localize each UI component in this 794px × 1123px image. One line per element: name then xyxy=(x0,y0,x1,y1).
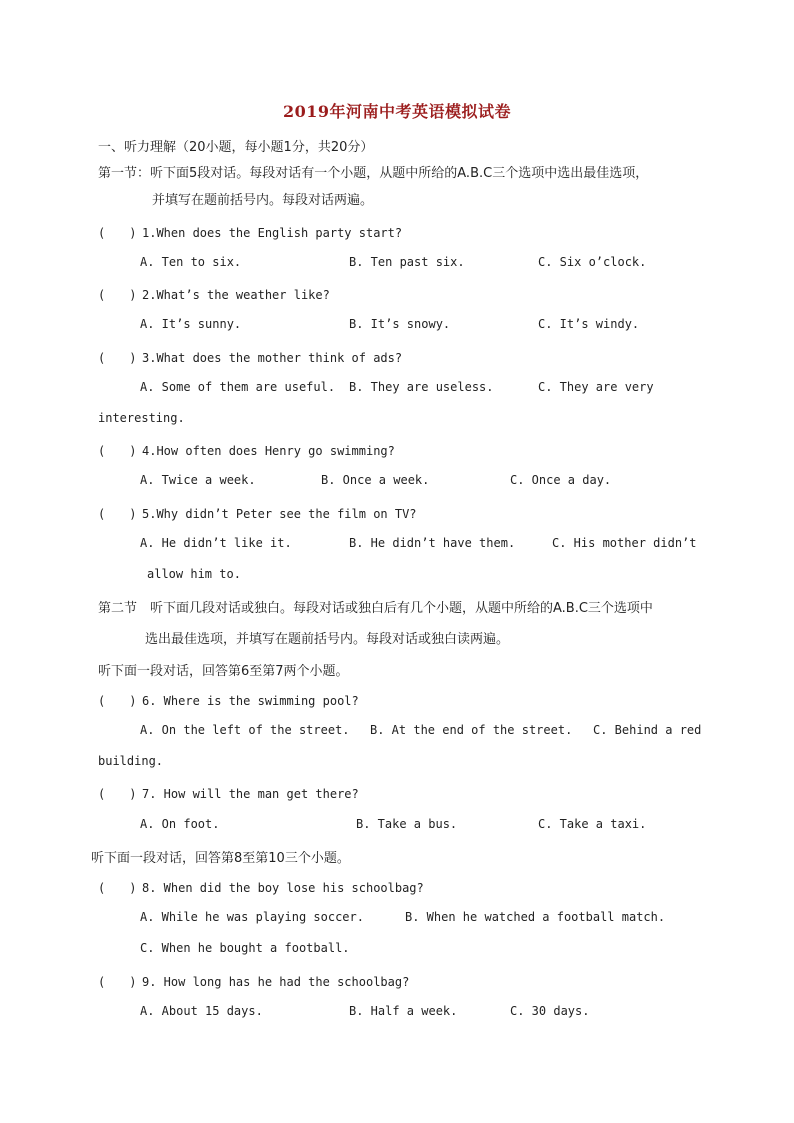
page-title: 2019年河南中考英语模拟试卷 xyxy=(282,102,512,121)
q7-option-a: A. On foot. xyxy=(140,817,220,831)
q6-option-a: A. On the left of the street. xyxy=(140,723,350,737)
q1-option-c: C. Six o’clock. xyxy=(538,255,647,269)
question-5 xyxy=(98,505,417,522)
q9-option-b: B. Half a week. xyxy=(349,1004,458,1018)
q1-option-b: B. Ten past six. xyxy=(349,255,465,269)
answer-blank[interactable]: ( ) xyxy=(98,694,137,708)
answer-blank[interactable]: ( ) xyxy=(98,288,137,302)
question-stem: 9. How long has he had the schoolbag? xyxy=(142,975,410,989)
q5-option-c: C. His mother didn’t xyxy=(552,536,697,550)
question-7 xyxy=(98,785,359,802)
part1-instructions-line1: 第一节：听下面5段对话。每段对话有一个小题，从题中所给的A.B.C三个选项中选出最佳选项， xyxy=(98,166,649,181)
group1-intro: 听下面一段对话，回答第6至第7两个小题。 xyxy=(98,664,349,679)
part2-instructions-line1: 第二节 听下面几段对话或独白。每段对话或独白后有几个小题，从题中所给的A.B.C三个选项中 xyxy=(98,601,653,616)
question-stem: 7. How will the man get there? xyxy=(142,787,359,801)
q2-option-a: A. It’s sunny. xyxy=(140,317,242,331)
question-stem: 6. Where is the swimming pool? xyxy=(142,694,359,708)
question-stem: 8. When did the boy lose his schoolbag? xyxy=(142,881,424,895)
q6-option-b: B. At the end of the street. xyxy=(370,723,573,737)
q3-option-c-continued: interesting. xyxy=(98,411,185,425)
q2-option-c: C. It’s windy. xyxy=(538,317,640,331)
q5-option-c-continued: allow him to. xyxy=(147,567,241,581)
answer-blank[interactable]: ( ) xyxy=(98,444,137,458)
group2-intro: 听下面一段对话，回答第8至第10三个小题。 xyxy=(91,851,350,866)
question-stem: 3.What does the mother think of ads? xyxy=(142,351,403,365)
q4-option-c: C. Once a day. xyxy=(510,473,612,487)
question-stem: 1.When does the English party start? xyxy=(142,226,403,240)
answer-blank[interactable]: ( ) xyxy=(98,226,137,240)
question-3 xyxy=(98,349,402,366)
q1-option-a: A. Ten to six. xyxy=(140,255,242,269)
q7-option-c: C. Take a taxi. xyxy=(538,817,647,831)
answer-blank[interactable]: ( ) xyxy=(98,507,137,521)
q5-option-b: B. He didn’t have them. xyxy=(349,536,516,550)
q8-option-a: A. While he was playing soccer. xyxy=(140,910,364,924)
q4-option-b: B. Once a week. xyxy=(321,473,430,487)
question-4 xyxy=(98,442,395,459)
part2-instructions-line2: 选出最佳选项，并填写在题前括号内。每段对话或独白读两遍。 xyxy=(145,632,510,647)
question-1 xyxy=(98,224,402,241)
q3-option-a: A. Some of them are useful. xyxy=(140,380,336,394)
answer-blank[interactable]: ( ) xyxy=(98,787,137,801)
question-stem: 2.What’s the weather like? xyxy=(142,288,330,302)
q4-option-a: A. Twice a week. xyxy=(140,473,256,487)
q9-option-c: C. 30 days. xyxy=(510,1004,590,1018)
q9-option-a: A. About 15 days. xyxy=(140,1004,263,1018)
question-6 xyxy=(98,692,359,709)
section-heading: 一、听力理解（20小题，每小题1分，共20分） xyxy=(98,140,374,155)
q8-option-c: C. When he bought a football. xyxy=(140,941,350,955)
q6-option-c: C. Behind a red xyxy=(593,723,702,737)
question-9 xyxy=(98,973,409,990)
q3-option-c: C. They are very xyxy=(538,380,654,394)
part1-instructions-line2: 并填写在题前括号内。每段对话两遍。 xyxy=(152,193,374,208)
question-8 xyxy=(98,879,424,896)
q6-option-c-continued: building. xyxy=(98,754,164,768)
q3-option-b: B. They are useless. xyxy=(349,380,494,394)
q8-option-b: B. When he watched a football match. xyxy=(405,910,666,924)
question-stem: 4.How often does Henry go swimming? xyxy=(142,444,395,458)
q2-option-b: B. It’s snowy. xyxy=(349,317,451,331)
answer-blank[interactable]: ( ) xyxy=(98,975,137,989)
answer-blank[interactable]: ( ) xyxy=(98,351,137,365)
answer-blank[interactable]: ( ) xyxy=(98,881,137,895)
question-2 xyxy=(98,286,330,303)
q7-option-b: B. Take a bus. xyxy=(356,817,458,831)
q5-option-a: A. He didn’t like it. xyxy=(140,536,292,550)
question-stem: 5.Why didn’t Peter see the film on TV? xyxy=(142,507,417,521)
